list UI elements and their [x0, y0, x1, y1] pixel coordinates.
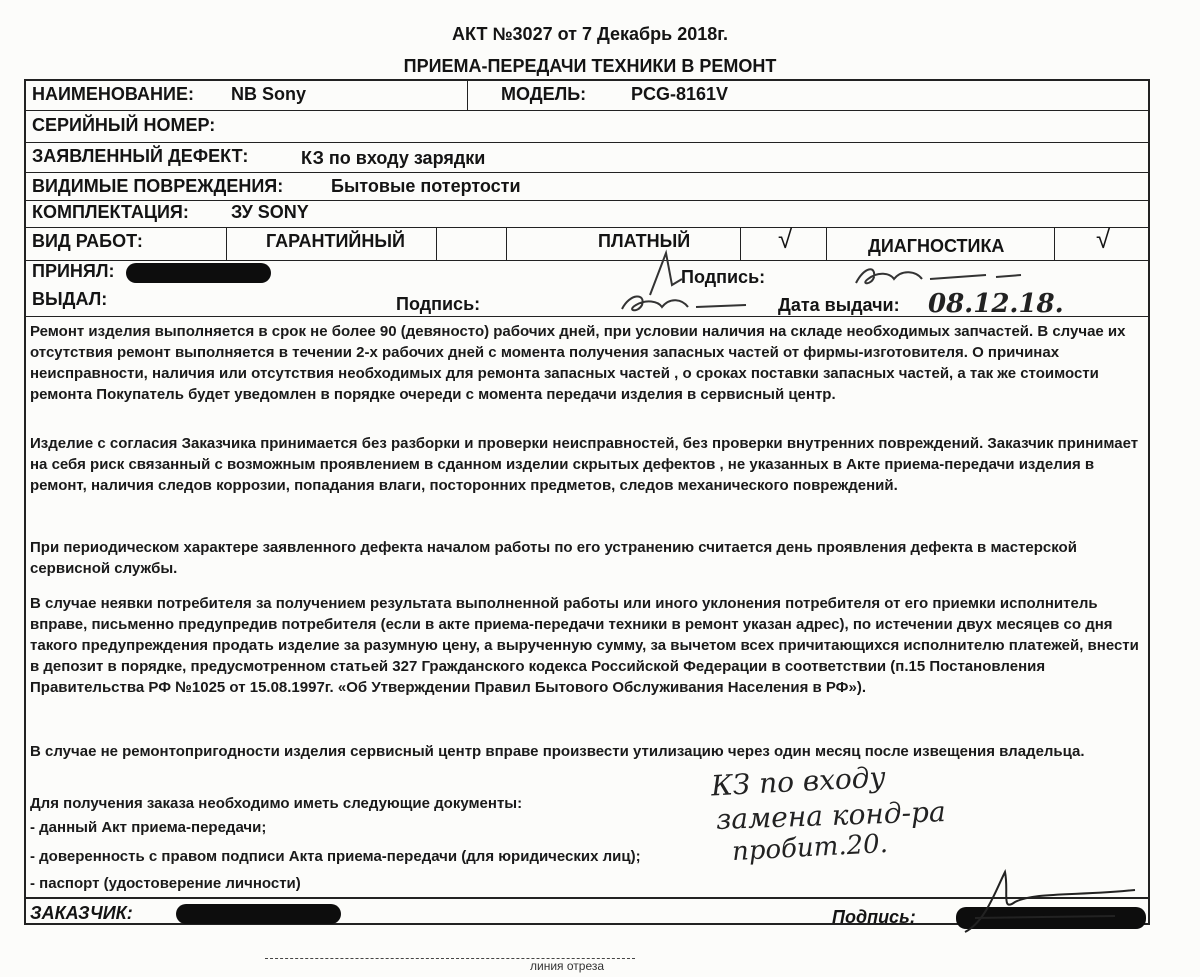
received-label: ПРИНЯЛ: [32, 261, 115, 281]
divider [1054, 228, 1055, 260]
act-title: АКТ №3027 от 7 Декабрь 2018г. [452, 24, 728, 44]
terms-block-4 [30, 593, 1140, 698]
model-value: PCG-8161V [631, 84, 729, 104]
name-label: НАИМЕНОВАНИЕ: [32, 84, 194, 104]
cut-line-label: линия отреза [530, 959, 605, 973]
row-serial [26, 111, 1148, 143]
serial-label: СЕРИЙНЫЙ НОМЕР: [32, 115, 216, 135]
handwritten-note-line3: пробит.20. [731, 828, 889, 868]
diag-checkmark: √ [1096, 224, 1111, 254]
terms-paragraph: Ремонт изделия выполняется в срок не более 90 (девяносто) рабочих дней, при условии наличия на складе необходимых запчастей. В случае их отсутствия ремонт выполняется в течении 2-х рабочих дней с момента получения запасных частей от фирмы-изготовителя. О причинах неисправности, наличия или отсутствия необходимых для ремонта запасных частей , о сроках поставки запасных частей, а так же стоимости ремонта Покупатель будет уведомлен в порядке очереди с момента передачи изделия в сервисный центр. [30, 323, 1126, 403]
handwritten-note-line1: КЗ по входу [710, 760, 887, 803]
terms-paragraph: В случае не ремонтопригодности изделия сервисный центр вправе произвести утилизацию через один месяц после извещения владельца. [30, 743, 1085, 760]
row-work-type [26, 224, 1148, 261]
divider [436, 228, 437, 260]
divider [740, 228, 741, 260]
terms-paragraph: При периодическом характере заявленного дефекта началом работы по его устранению считается день проявления дефекта в мастерской сервисной службы. [30, 539, 1077, 577]
defect-value: КЗ по входу зарядки [301, 148, 486, 168]
redaction-customer [176, 904, 341, 924]
terms-block-2 [30, 433, 1140, 496]
model-label: МОДЕЛЬ: [501, 84, 587, 104]
row-kit [26, 201, 1148, 228]
customer-signature [955, 862, 1145, 942]
received-signature-label: Подпись: [681, 267, 766, 287]
row-received [26, 261, 1148, 287]
defect-label: ЗАЯВЛЕННЫЙ ДЕФЕКТ: [32, 146, 249, 166]
kit-label: КОМПЛЕКТАЦИЯ: [32, 202, 189, 222]
issued-label: ВЫДАЛ: [32, 289, 108, 309]
terms-block-3 [30, 537, 1140, 579]
row-damage [26, 173, 1148, 201]
row-defect [26, 143, 1148, 173]
issued-signature [616, 289, 756, 317]
doc-item: - данный Акт приема-передачи; [30, 819, 267, 836]
customer-label: ЗАКАЗЧИК: [30, 903, 133, 923]
issued-signature-label: Подпись: [396, 294, 481, 314]
divider [467, 81, 468, 110]
terms-paragraph: В случае неявки потребителя за получением результата выполненной работы или иного уклонения потребителя от его приемки исполнитель вправе, письменно предупредив потребителя (если в акте приема-передачи техники в ремонт указан адрес), по истечении двух месяцев со дня такого предупреждения продать изделие за разумную цену, а вырученную сумму, за вычетом всех причитающихся исполнителю платежей, внести в депозит в порядке, предусмотренном статьей 327 Гражданского кодекса Российской Федерации в соответствии (п.15 Постановления Правительства РФ №1025 от 15.08.1997г. «Об Утверждении Правил Бытового Обслуживания Населения в РФ»). [30, 595, 1139, 696]
issue-date-label: Дата выдачи: [778, 295, 900, 315]
act-subtitle: ПРИЕМА-ПЕРЕДАЧИ ТЕХНИКИ В РЕМОНТ [403, 56, 777, 76]
doc-item: - паспорт (удостоверение личности) [30, 875, 301, 892]
terms-paragraph: Изделие с согласия Заказчика принимается без разборки и проверки неисправностей, без проверки внутренних повреждений. Заказчик принимает на себя риск связанный с возможным проявлением в сданном изделии скрытых дефектов , не указанных в Акте приема-передачи изделия в ремонт, наличия следов коррозии, попадания влаги, посторонних предметов, следов механического повреждений. [30, 435, 1139, 494]
work-diagnostics: ДИАГНОСТИКА [868, 236, 1005, 256]
terms-block-5 [30, 741, 1140, 762]
act-form [24, 79, 1150, 925]
work-warranty: ГАРАНТИЙНЫЙ [266, 231, 405, 251]
paid-checkmark: √ [778, 224, 793, 254]
issue-date-value: 08.12.18. [928, 289, 1064, 319]
work-label: ВИД РАБОТ: [32, 231, 143, 251]
row-issued [26, 287, 1148, 317]
damage-value: Бытовые потертости [331, 176, 521, 196]
divider [826, 228, 827, 260]
handwritten-note-line2: замена конд-ра [715, 795, 947, 836]
divider [226, 228, 227, 260]
terms-block-1 [30, 321, 1140, 405]
customer-signature-label: Подпись: [832, 907, 916, 927]
work-paid: ПЛАТНЫЙ [598, 231, 691, 251]
divider [506, 228, 507, 260]
kit-value: ЗУ SONY [231, 202, 309, 222]
damage-label: ВИДИМЫЕ ПОВРЕЖДЕНИЯ: [32, 176, 284, 196]
name-value: NB Sony [231, 84, 307, 104]
docs-title: Для получения заказа необходимо иметь следующие документы: [30, 795, 523, 812]
redaction-received [126, 263, 271, 283]
row-name-model [26, 81, 1148, 111]
doc-item: - доверенность с правом подписи Акта приема-передачи (для юридических лиц); [30, 848, 641, 865]
